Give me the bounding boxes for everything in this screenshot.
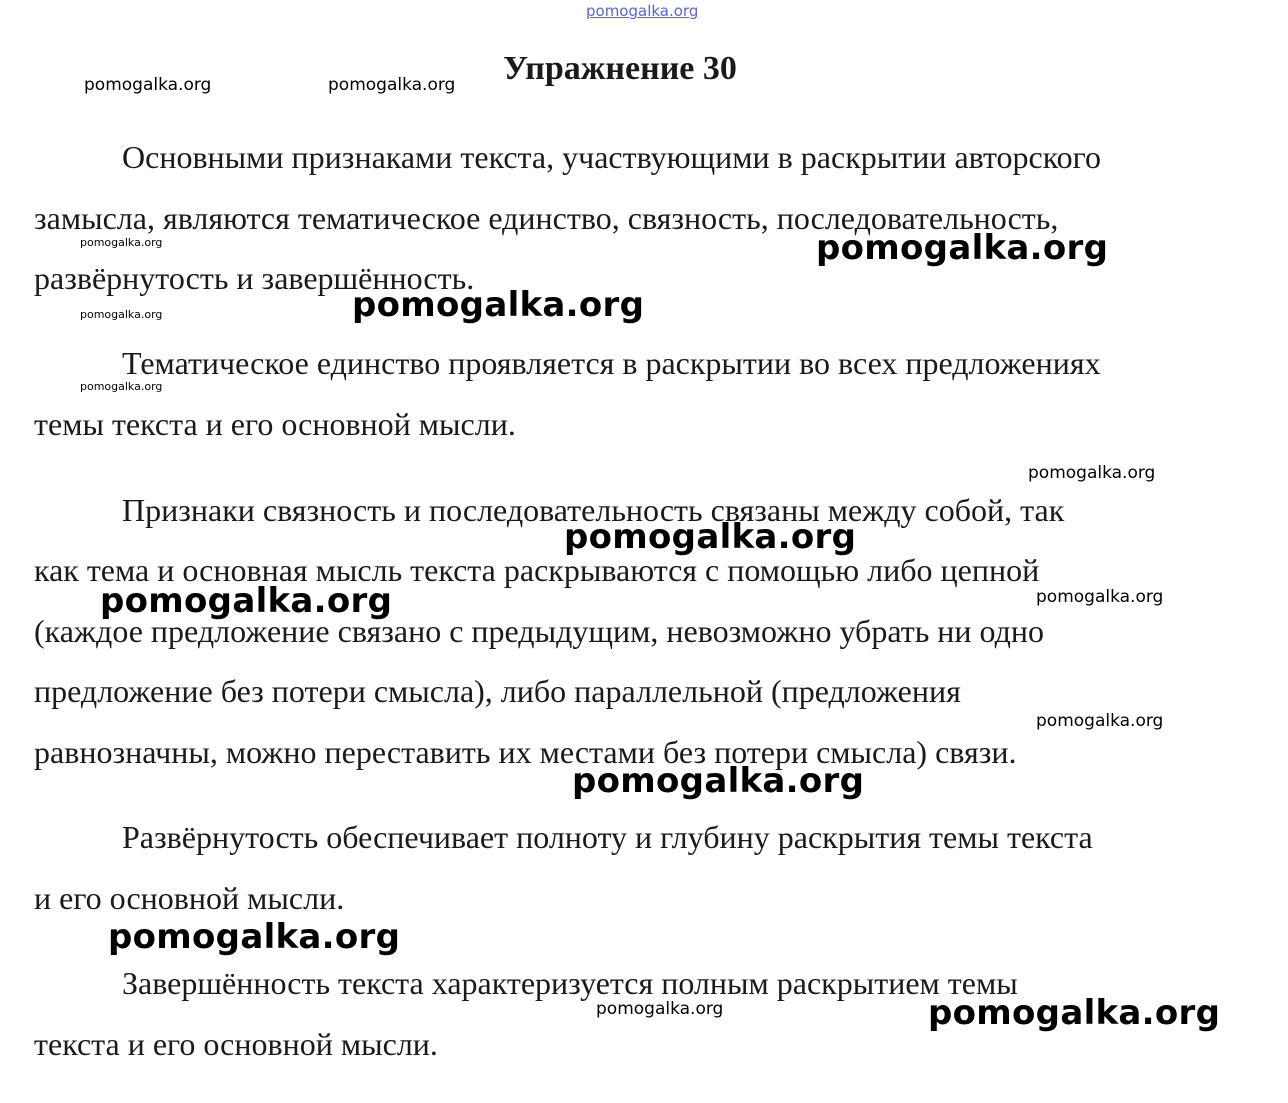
text-line: Основными признаками текста, участвующими в раскрытии авторского	[122, 139, 1101, 175]
text-line: Развёрнутость обеспечивает полноту и глубину раскрытия темы текста	[122, 819, 1093, 855]
watermark: pomogalka.org	[328, 75, 456, 95]
text-line: темы текста и его основной мысли.	[34, 406, 516, 442]
watermark: pomogalka.org	[84, 75, 212, 95]
text-line: развёрнутость и завершённость.	[34, 260, 475, 296]
watermark: pomogalka.org	[1028, 463, 1156, 483]
watermark: pomogalka.org	[1036, 711, 1164, 731]
exercise-title: Упражнение 30	[503, 50, 737, 87]
watermark: pomogalka.org	[1036, 587, 1164, 607]
watermark: pomogalka.org	[352, 285, 645, 325]
text-line: как тема и основная мысль текста раскрываются с помощью либо цепной	[34, 552, 1040, 588]
text-line: и его основной мысли.	[34, 880, 345, 916]
text-line: (каждое предложение связано с предыдущим, невозможно убрать ни одно	[34, 613, 1045, 649]
watermark: pomogalka.org	[80, 308, 163, 321]
watermark: pomogalka.org	[564, 517, 857, 557]
text-line: Признаки связность и последовательность связаны между собой, так	[122, 492, 1065, 528]
watermark-top-link: pomogalka.org	[586, 2, 699, 20]
watermark: pomogalka.org	[100, 581, 393, 621]
text-line: Завершённость текста характеризуется полным раскрытием темы	[122, 965, 1018, 1001]
watermark: pomogalka.org	[572, 761, 865, 801]
text-line: Тематическое единство проявляется в раскрытии во всех предложениях	[122, 345, 1101, 381]
text-line: равнозначны, можно переставить их местами без потери смысла) связи.	[34, 734, 1017, 770]
text-line: текста и его основной мысли.	[34, 1026, 438, 1062]
text-line: предложение без потери смысла), либо параллельной (предложения	[34, 673, 961, 709]
watermark: pomogalka.org	[80, 236, 163, 249]
watermark: pomogalka.org	[816, 228, 1109, 268]
watermark: pomogalka.org	[80, 380, 163, 393]
watermark: pomogalka.org	[928, 993, 1221, 1033]
text-line: замысла, являются тематическое единство, связность, последовательность,	[34, 200, 1059, 236]
watermark: pomogalka.org	[108, 917, 401, 957]
watermark: pomogalka.org	[596, 999, 724, 1019]
